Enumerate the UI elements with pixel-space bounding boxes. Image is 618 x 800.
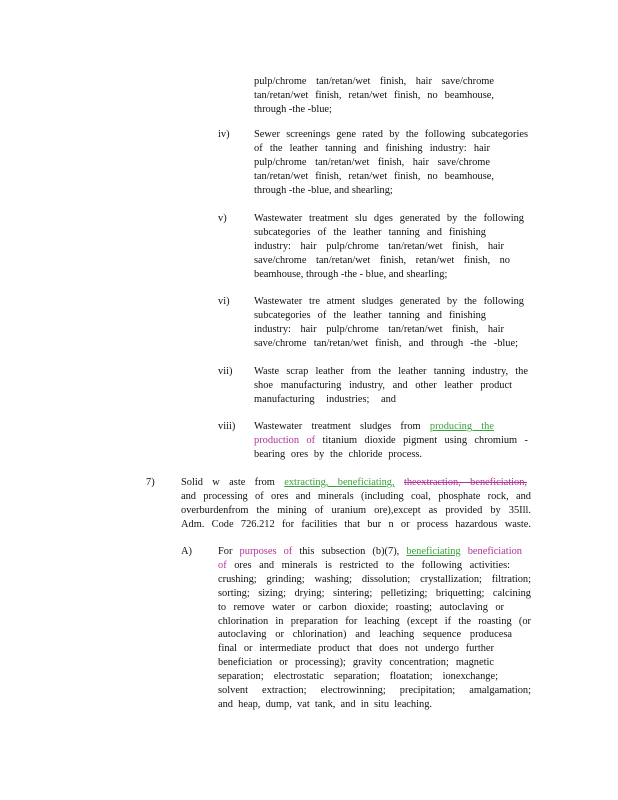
plain-text: ores and minerals is restricted to the following activities: xyxy=(226,559,510,571)
text-line xyxy=(218,545,522,559)
item-v-text xyxy=(254,212,524,282)
text-line: through -the -blue, and shearling; xyxy=(254,184,393,196)
text-line: beamhouse, through -the - blue, and shearling; xyxy=(254,268,448,280)
text-line: sorting; sizing; drying; sintering; pelletizing; briquetting; calcining xyxy=(218,587,531,599)
item-label-vii: vii) xyxy=(218,366,233,377)
text-line: industry: hair pulp/chrome tan/retan/wet finish, hair xyxy=(254,240,504,252)
inserted-text: purposes of xyxy=(239,546,293,557)
text-line: shoe manufacturing industry, and other leather product xyxy=(254,379,512,391)
text-line: and processing of ores and minerals (including coal, phosphate rock, and xyxy=(181,490,531,502)
text-line: subcategories of the leather tanning and finishing xyxy=(254,226,486,238)
text-line xyxy=(181,476,527,490)
item-label-viii: viii) xyxy=(218,421,236,432)
text-line: save/chrome tan/retan/wet finish, retan/wet finish, no xyxy=(254,254,510,266)
item-vii-text xyxy=(254,365,528,407)
text-line: autoclaving or chlorination) and leaching sequence producesa xyxy=(218,629,512,641)
item-vi-text xyxy=(254,295,524,351)
item-label-A: A) xyxy=(181,546,192,557)
inserted-text: of xyxy=(218,559,227,571)
text-line: pulp/chrome tan/retan/wet finish, hair save/chrome xyxy=(254,76,494,87)
text-line: beneficiation or processing); gravity concentration; magnetic xyxy=(218,657,494,669)
text-line: manufacturing industries; and xyxy=(254,393,396,405)
item-viii-text xyxy=(254,420,528,462)
text-line: overburdenfrom the mining of uranium ore),except as provided by 35Ill. xyxy=(181,504,531,516)
inserted-text: extracting, beneficiating, xyxy=(284,477,395,488)
plain-text: this subsection (b)(7), xyxy=(292,546,407,557)
text-line xyxy=(218,559,510,573)
text-line: solvent extraction; electrowinning; precipitation; amalgamation; xyxy=(218,685,531,697)
text-line: bearing ores by the chloride process. xyxy=(254,448,422,460)
text-line: through -the -blue; xyxy=(254,103,332,115)
plain-text: Solid w aste from xyxy=(181,477,285,488)
text-line: pulp/chrome tan/retan/wet finish, hair save/chrome xyxy=(254,156,490,168)
text-line: Sewer screenings gene rated by the following subcategories xyxy=(254,129,528,140)
item-label-7: 7) xyxy=(146,477,155,488)
continued-paragraph xyxy=(254,75,494,117)
item-A-text xyxy=(218,545,531,712)
inserted-text: beneficiating xyxy=(406,546,461,557)
deleted-text: theextraction, beneficiation, xyxy=(403,477,527,488)
text-line: final or intermediate product that does not undergo further xyxy=(218,643,494,655)
text-line: Wastewater tre atment sludges generated by the following xyxy=(254,296,524,307)
text-line: chlorination in preparation for leaching (except if the roasting (or xyxy=(218,615,531,627)
text-line: crushing; grinding; washing; dissolution; crystallization; filtration; xyxy=(218,573,531,585)
plain-text: Wastewater treatment sludges from xyxy=(254,421,430,432)
text-line: to remove water or carbon dioxide; roasting; autoclaving or xyxy=(218,601,504,613)
text-line: and heap, dump, vat tank, and in situ leaching. xyxy=(218,698,432,710)
text-line: Wastewater treatment slu dges generated by the following xyxy=(254,213,524,224)
text-line: Adm. Code 726.212 for facilities that bur n or process hazardous waste. xyxy=(181,518,531,530)
item-label-v: v) xyxy=(218,213,227,224)
text-line: industry: hair pulp/chrome tan/retan/wet finish, hair xyxy=(254,323,504,335)
text-line: Waste scrap leather from the leather tanning industry, the xyxy=(254,366,528,377)
inserted-text: producing the xyxy=(429,421,494,432)
plain-text: For xyxy=(218,546,240,557)
text-line xyxy=(254,434,528,448)
item-7-text xyxy=(181,476,531,532)
text-line xyxy=(254,420,494,434)
text-line: save/chrome tan/retan/wet finish, and through -the -blue; xyxy=(254,337,518,349)
item-label-vi: vi) xyxy=(218,296,230,307)
text-line: separation; electrostatic separation; floatation; ionexchange; xyxy=(218,671,498,683)
text-line: subcategories of the leather tanning and finishing xyxy=(254,309,486,321)
item-iv-text xyxy=(254,128,528,198)
item-label-iv: iv) xyxy=(218,129,230,140)
text-line: tan/retan/wet finish, retan/wet finish, no beamhouse, xyxy=(254,170,494,182)
inserted-text: beneficiation xyxy=(467,546,522,557)
text-line: tan/retan/wet finish, retan/wet finish, no beamhouse, xyxy=(254,89,494,101)
inserted-text: production of xyxy=(254,434,316,446)
text-line: of the leather tanning and finishing industry: hair xyxy=(254,142,490,154)
plain-text: titanium dioxide pigment using chromium - xyxy=(315,434,528,446)
